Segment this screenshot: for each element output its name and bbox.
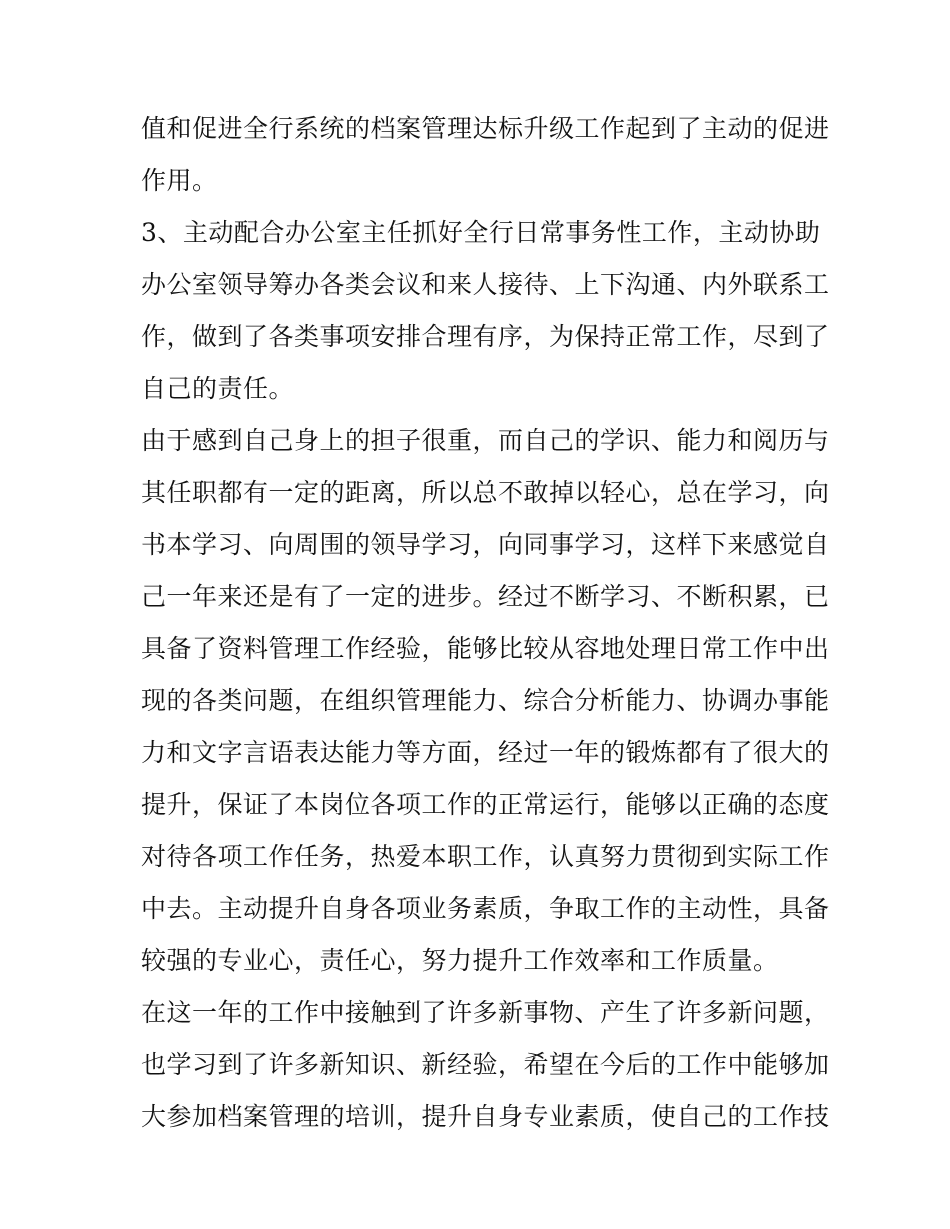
text-line: 作，做到了各类事项安排合理有序，为保持正常工作，尽到了 [141,322,830,351]
text-line: 也学习到了许多新知识、新经验，希望在今后的工作中能够加 [141,1050,830,1079]
text-line: 具备了资料管理工作经验，能够比较从容地处理日常工作中出 [141,634,830,663]
text-line: 对待各项工作任务，热爱本职工作，认真努力贯彻到实际工作 [141,842,830,871]
text-line: 较强的专业心，责任心，努力提升工作效率和工作质量。 [141,946,779,975]
text-line: 大参加档案管理的培训，提升自身专业素质，使自己的工作技 [141,1102,830,1131]
text-line: 己一年来还是有了一定的进步。经过不断学习、不断积累，已 [141,582,830,611]
text-line: 其任职都有一定的距离，所以总不敢掉以轻心，总在学习，向 [141,478,830,507]
document-body [141,103,830,1143]
text-line: 书本学习、向周围的领导学习，向同事学习，这样下来感觉自 [141,530,830,559]
text-line: 由于感到自己身上的担子很重，而自己的学识、能力和阅历与 [141,426,830,455]
text-line: 现的各类问题，在组织管理能力、综合分析能力、协调办事能 [141,686,830,715]
text-line: 中去。主动提升自身各项业务素质，争取工作的主动性，具备 [141,894,830,923]
text-line: 在这一年的工作中接触到了许多新事物、产生了许多新问题， [141,998,830,1027]
text-line: 3、主动配合办公室主任抓好全行日常事务性工作，主动协助 [141,218,821,247]
text-line: 值和促进全行系统的档案管理达标升级工作起到了主动的促进 [141,114,830,143]
text-line: 作用。 [141,166,218,195]
text-line: 力和文字言语表达能力等方面，经过一年的锻炼都有了很大的 [141,738,830,767]
text-line: 办公室领导筹办各类会议和来人接待、上下沟通、内外联系工 [141,270,830,299]
text-line: 自己的责任。 [141,374,295,403]
text-line: 提升，保证了本岗位各项工作的正常运行，能够以正确的态度 [141,790,830,819]
